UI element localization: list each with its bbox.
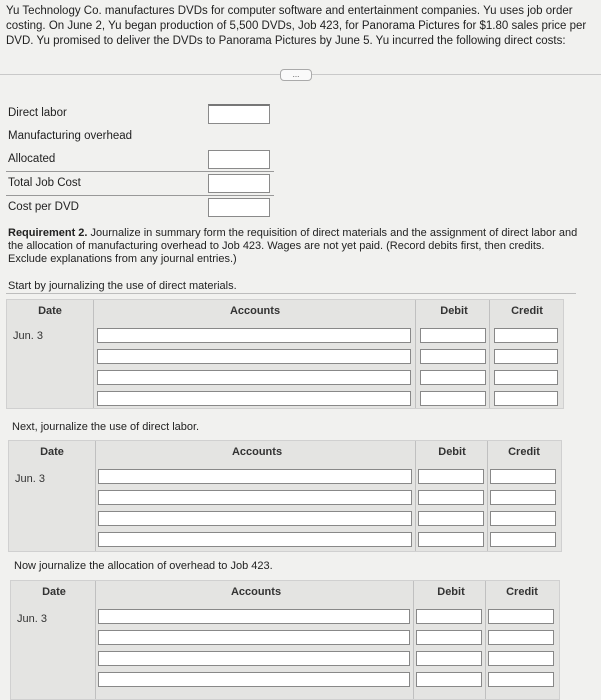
total-job-cost-input[interactable]: [208, 174, 270, 193]
account-input[interactable]: [98, 532, 412, 547]
journal-table-direct-materials: [6, 299, 564, 409]
column-divider: [95, 441, 96, 551]
credit-input[interactable]: [490, 469, 556, 484]
cost-row-total-job-cost: [6, 172, 274, 196]
debit-input[interactable]: [416, 672, 482, 687]
cost-row-cost-per-dvd: [6, 196, 274, 219]
account-input[interactable]: [98, 511, 412, 526]
debit-input[interactable]: [420, 370, 486, 385]
credit-input[interactable]: [490, 511, 556, 526]
requirement-title: Requirement 2.: [8, 227, 88, 239]
account-input[interactable]: [97, 391, 411, 406]
debit-input[interactable]: [416, 630, 482, 645]
debit-input[interactable]: [420, 349, 486, 364]
column-divider: [415, 441, 416, 551]
debit-input[interactable]: [418, 532, 484, 547]
credit-input[interactable]: [490, 490, 556, 505]
debit-input[interactable]: [416, 651, 482, 666]
account-input[interactable]: [98, 651, 410, 666]
problem-intro-text: Yu Technology Co. manufactures DVDs for computer software and entertainment companies. Yu uses job order costing. On June 2, Yu began production of 5,500 DVDs, Job 423, for Panorama Pictures for $1.80 sales price per DVD. Yu promised to deliver the DVDs to Panorama Pictures by June 5. Yu incurred the following direct costs:: [6, 5, 587, 47]
debit-header: Debit: [438, 446, 466, 458]
accounts-header: Accounts: [229, 305, 281, 317]
entry-date: Jun. 3: [17, 613, 47, 625]
credit-header: Credit: [511, 305, 543, 317]
credit-header: Credit: [506, 586, 538, 598]
credit-input[interactable]: [488, 672, 554, 687]
credit-header: Credit: [508, 446, 540, 458]
account-input[interactable]: [98, 630, 410, 645]
instruction-direct-labor: Next, journalize the use of direct labor.: [12, 421, 200, 433]
cost-label: Manufacturing overhead: [8, 130, 133, 142]
column-divider: [413, 581, 414, 699]
debit-input[interactable]: [418, 490, 484, 505]
column-divider: [415, 300, 416, 408]
cost-row-manufacturing-overhead: [6, 125, 274, 148]
entry-date: Jun. 3: [15, 473, 45, 485]
credit-input[interactable]: [488, 609, 554, 624]
column-divider: [95, 581, 96, 699]
credit-input[interactable]: [494, 370, 558, 385]
debit-input[interactable]: [416, 609, 482, 624]
cost-row-allocated: [6, 148, 274, 172]
account-input[interactable]: [98, 672, 410, 687]
entry-date: Jun. 3: [13, 330, 43, 342]
account-input[interactable]: [97, 328, 411, 343]
account-input[interactable]: [97, 370, 411, 385]
cost-label: Cost per DVD: [8, 201, 79, 213]
direct-cost-table: [6, 102, 274, 219]
cost-per-dvd-input[interactable]: [208, 198, 270, 217]
column-divider: [489, 300, 490, 408]
cost-label: Direct labor: [8, 107, 67, 119]
debit-input[interactable]: [420, 391, 486, 406]
account-input[interactable]: [97, 349, 411, 364]
debit-input[interactable]: [420, 328, 486, 343]
direct-labor-input[interactable]: [208, 104, 270, 124]
date-header: Date: [38, 305, 62, 317]
cost-row-direct-labor: [6, 102, 274, 125]
debit-input[interactable]: [418, 469, 484, 484]
debit-header: Debit: [440, 305, 468, 317]
requirement-text: [8, 227, 583, 266]
date-header: Date: [40, 446, 64, 458]
credit-input[interactable]: [494, 328, 558, 343]
instruction-underline: [6, 293, 576, 294]
credit-input[interactable]: [488, 630, 554, 645]
credit-input[interactable]: [490, 532, 556, 547]
account-input[interactable]: [98, 609, 410, 624]
expand-more-button[interactable]: ...: [280, 69, 312, 81]
column-divider: [93, 300, 94, 408]
cost-label: Allocated: [8, 153, 56, 165]
column-divider: [485, 581, 486, 699]
credit-input[interactable]: [494, 349, 558, 364]
credit-input[interactable]: [494, 391, 558, 406]
cost-label: Total Job Cost: [8, 177, 81, 189]
credit-input[interactable]: [488, 651, 554, 666]
instruction-direct-materials: Start by journalizing the use of direct materials.: [8, 280, 237, 292]
accounts-header: Accounts: [231, 446, 283, 458]
date-header: Date: [42, 586, 66, 598]
journal-table-direct-labor: [8, 440, 562, 552]
requirement-body: Journalize in summary form the requisition of direct materials and the assignment of direct labor and the allocation of manufacturing overhead to Job 423. Wages are not yet paid. (Record debits first, then credits. Exclude explanations from any journal entries.): [8, 227, 578, 265]
account-input[interactable]: [98, 469, 412, 484]
account-input[interactable]: [98, 490, 412, 505]
column-divider: [487, 441, 488, 551]
overhead-allocated-input[interactable]: [208, 150, 270, 169]
accounts-header: Accounts: [230, 586, 282, 598]
journal-table-overhead: [10, 580, 560, 700]
debit-input[interactable]: [418, 511, 484, 526]
debit-header: Debit: [437, 586, 465, 598]
instruction-overhead-allocation: Now journalize the allocation of overhead to Job 423.: [14, 560, 273, 572]
